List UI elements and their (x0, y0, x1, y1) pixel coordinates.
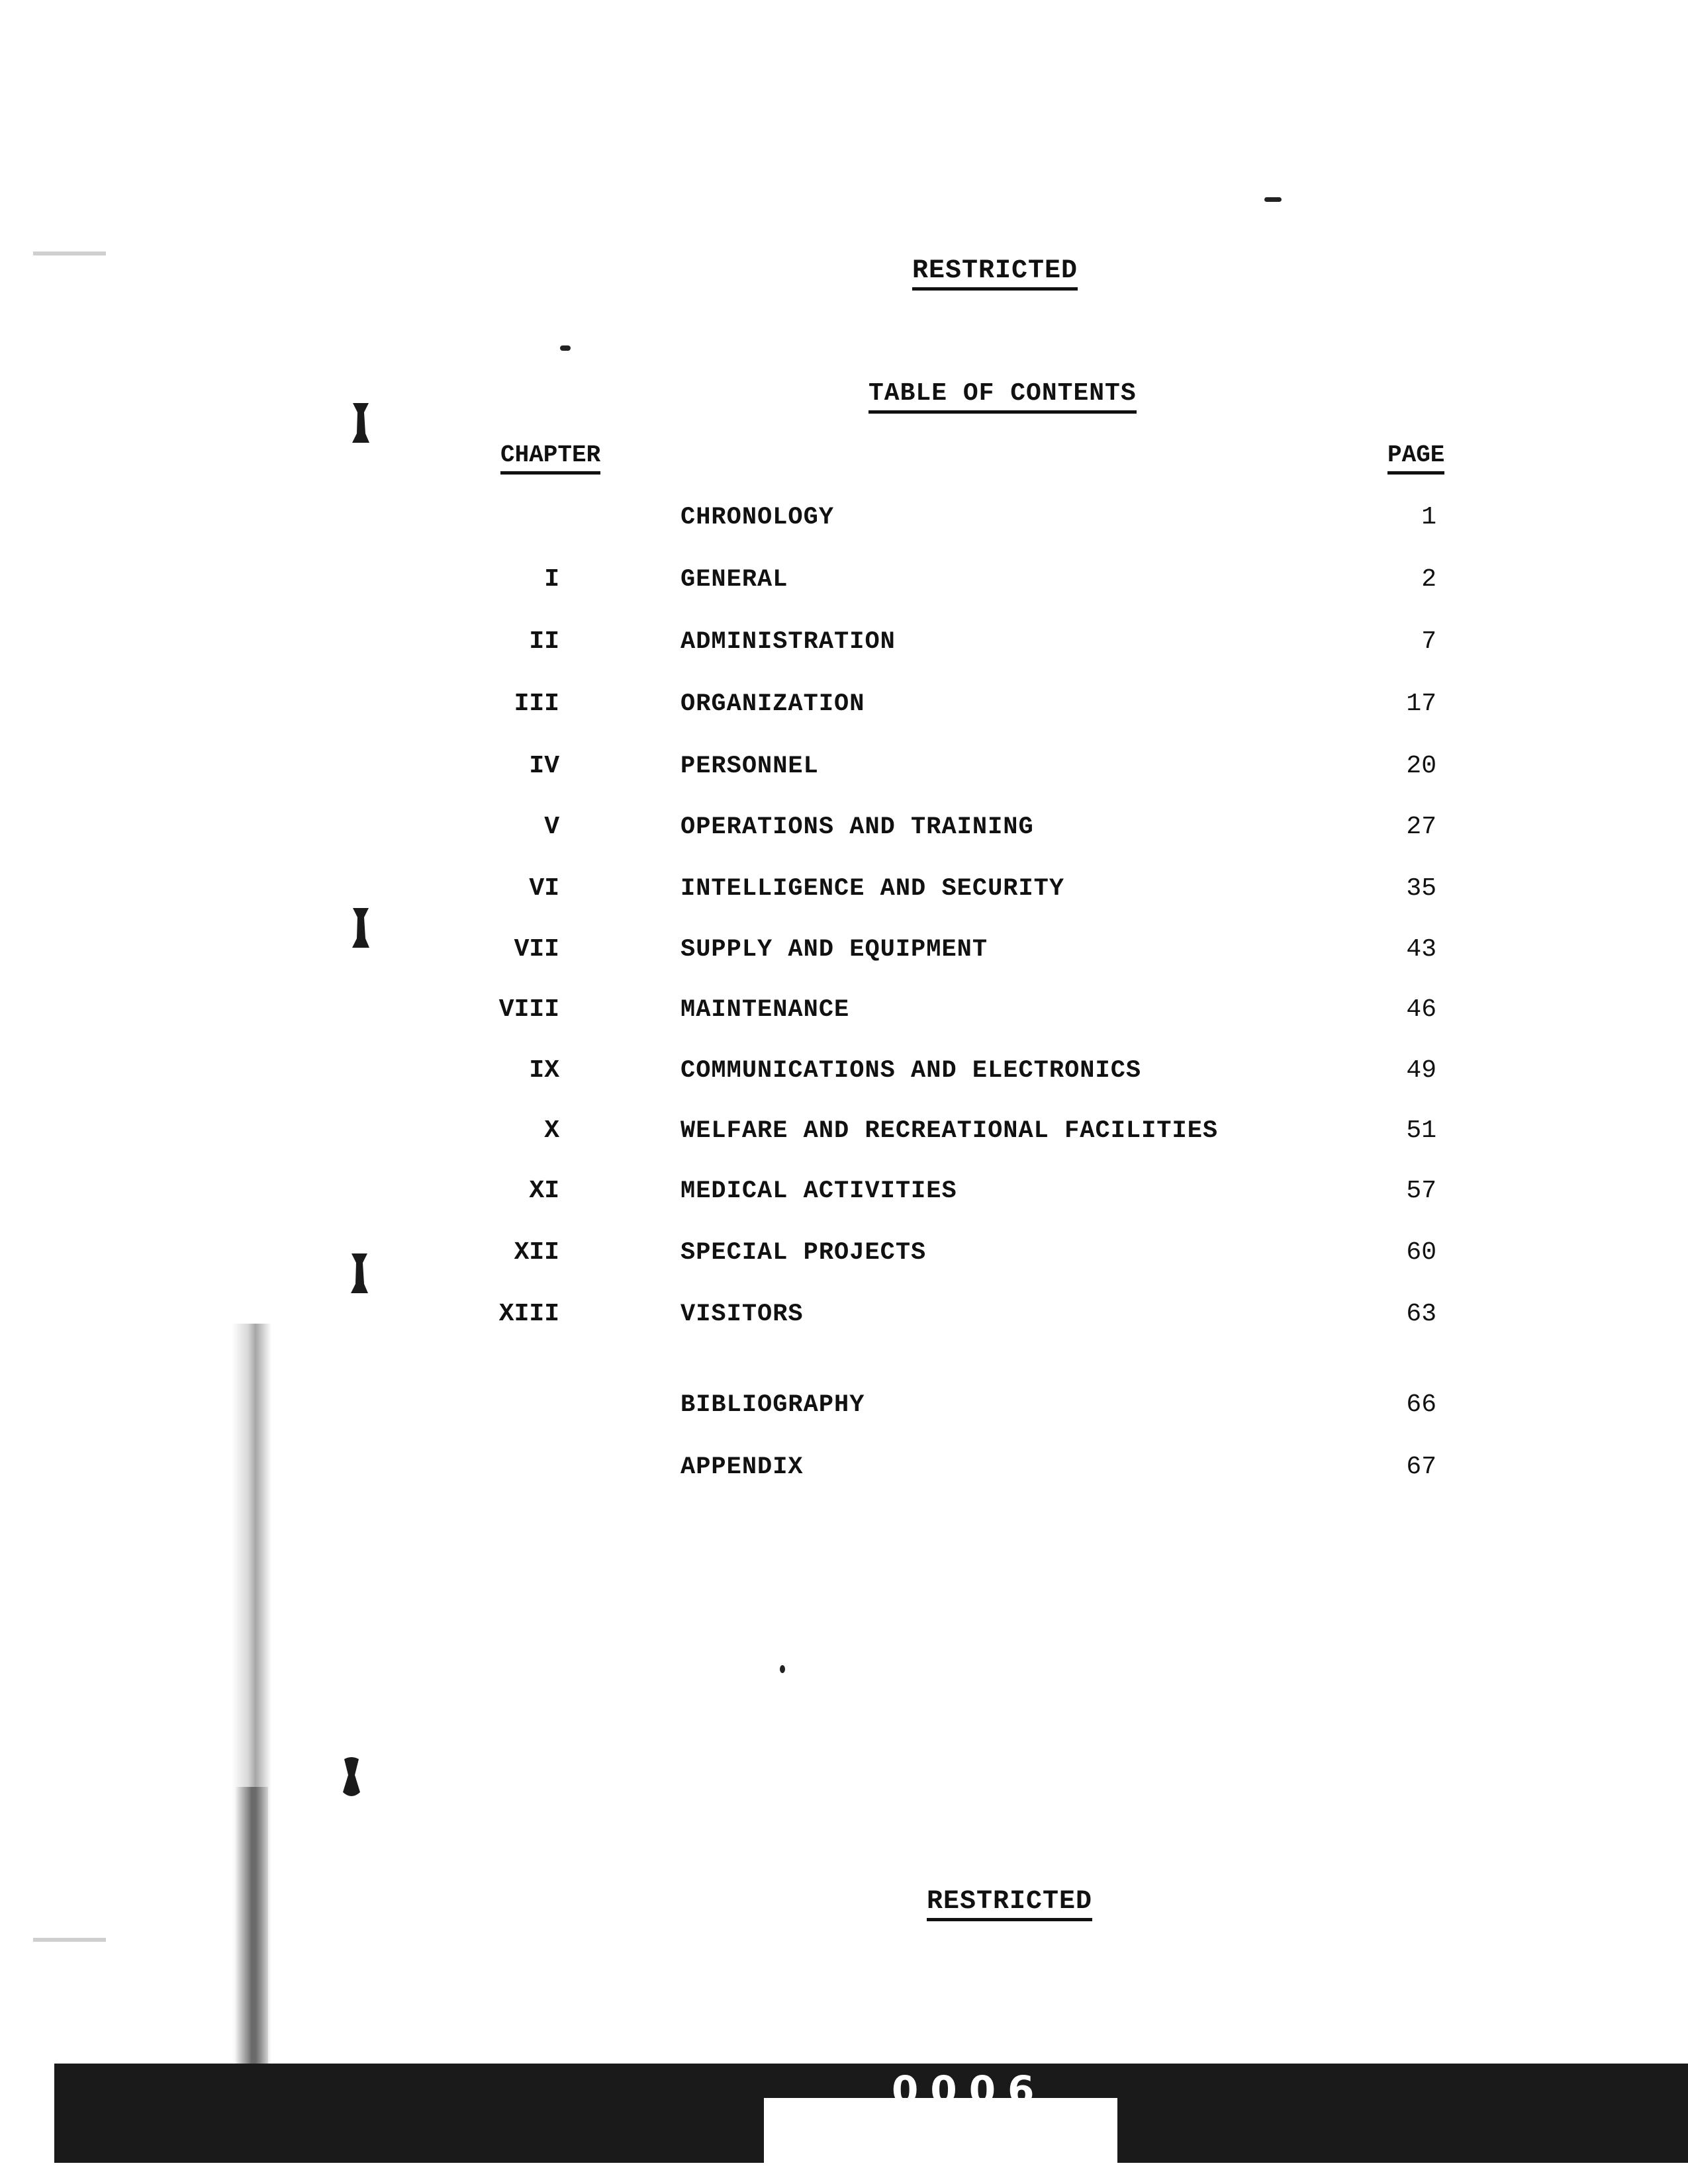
toc-entry (0, 811, 1688, 850)
chapter-title: MAINTENANCE (680, 996, 850, 1024)
chapter-title: ORGANIZATION (680, 690, 865, 718)
toc-entry (0, 1298, 1688, 1338)
scan-artifact (780, 1665, 785, 1673)
chapter-number: XIII (498, 1300, 559, 1328)
chapter-title: VISITORS (680, 1300, 804, 1328)
toc-entry (0, 1451, 1688, 1490)
chapter-number: IV (529, 752, 559, 780)
toc-entry (0, 563, 1688, 603)
chapter-title: MEDICAL ACTIVITIES (680, 1177, 957, 1205)
page-number: 49 (1406, 1056, 1436, 1085)
binder-hole-icon (342, 1755, 361, 1801)
chapter-number: XII (514, 1238, 559, 1267)
page-number: 17 (1406, 690, 1436, 718)
column-header-chapter: CHAPTER (500, 442, 600, 475)
frame-number: 0006 (892, 2068, 1047, 2113)
chapter-title: GENERAL (680, 566, 788, 594)
toc-entry (0, 1236, 1688, 1276)
chapter-number: III (514, 690, 559, 718)
chapter-number: VIII (498, 995, 559, 1024)
chapter-title: COMMUNICATIONS AND ELECTRONICS (680, 1057, 1142, 1085)
chapter-title: ADMINISTRATION (680, 628, 896, 656)
toc-entry (0, 1115, 1688, 1154)
page-number: 63 (1406, 1300, 1436, 1328)
page-number: 46 (1406, 995, 1436, 1024)
microfilm-frame-strip (54, 2064, 1688, 2163)
chapter-title: SUPPLY AND EQUIPMENT (680, 936, 988, 964)
toc-entry (0, 933, 1688, 973)
chapter-title: PERSONNEL (680, 752, 819, 780)
page-number: 1 (1421, 503, 1436, 531)
chapter-number: X (544, 1116, 559, 1145)
scan-artifact (560, 345, 571, 351)
chapter-number: VII (514, 935, 559, 964)
chapter-title: BIBLIOGRAPHY (680, 1391, 865, 1419)
page-number: 60 (1406, 1238, 1436, 1267)
toc-entry (0, 872, 1688, 912)
page-number: 7 (1421, 627, 1436, 656)
toc-entry (0, 1175, 1688, 1214)
scan-artifact (33, 251, 106, 255)
toc-entry (0, 750, 1688, 790)
page-number: 66 (1406, 1390, 1436, 1419)
scan-edge-shadow (235, 1787, 268, 2065)
page-number: 67 (1406, 1453, 1436, 1481)
chapter-number: VI (529, 874, 559, 903)
toc-title: TABLE OF CONTENTS (868, 380, 1137, 414)
column-header-page: PAGE (1387, 442, 1444, 475)
toc-entry (0, 993, 1688, 1033)
page-number: 43 (1406, 935, 1436, 964)
chapter-title: CHRONOLOGY (680, 504, 835, 531)
toc-entry (0, 625, 1688, 665)
page-number: 35 (1406, 874, 1436, 903)
page-number: 57 (1406, 1177, 1436, 1205)
chapter-title: WELFARE AND RECREATIONAL FACILITIES (680, 1117, 1219, 1145)
chapter-number: XI (529, 1177, 559, 1205)
toc-entry (0, 501, 1688, 541)
classification-marking-bottom: RESTRICTED (927, 1888, 1092, 1921)
chapter-title: SPECIAL PROJECTS (680, 1239, 927, 1267)
scan-artifact (33, 1938, 106, 1942)
classification-marking-top: RESTRICTED (912, 257, 1078, 291)
chapter-number: IX (529, 1056, 559, 1085)
toc-entry (0, 1388, 1688, 1428)
chapter-number: II (529, 627, 559, 656)
chapter-title: APPENDIX (680, 1453, 804, 1481)
chapter-number: I (544, 565, 559, 594)
chapter-title: OPERATIONS AND TRAINING (680, 813, 1034, 841)
toc-entry (0, 688, 1688, 727)
page-number: 51 (1406, 1116, 1436, 1145)
page-number: 27 (1406, 813, 1436, 841)
toc-entry (0, 1054, 1688, 1094)
chapter-number: V (544, 813, 559, 841)
chapter-title: INTELLIGENCE AND SECURITY (680, 875, 1065, 903)
page-number: 20 (1406, 752, 1436, 780)
scan-artifact (1264, 197, 1282, 202)
page-number: 2 (1421, 565, 1436, 594)
binder-hole-icon (351, 400, 371, 447)
